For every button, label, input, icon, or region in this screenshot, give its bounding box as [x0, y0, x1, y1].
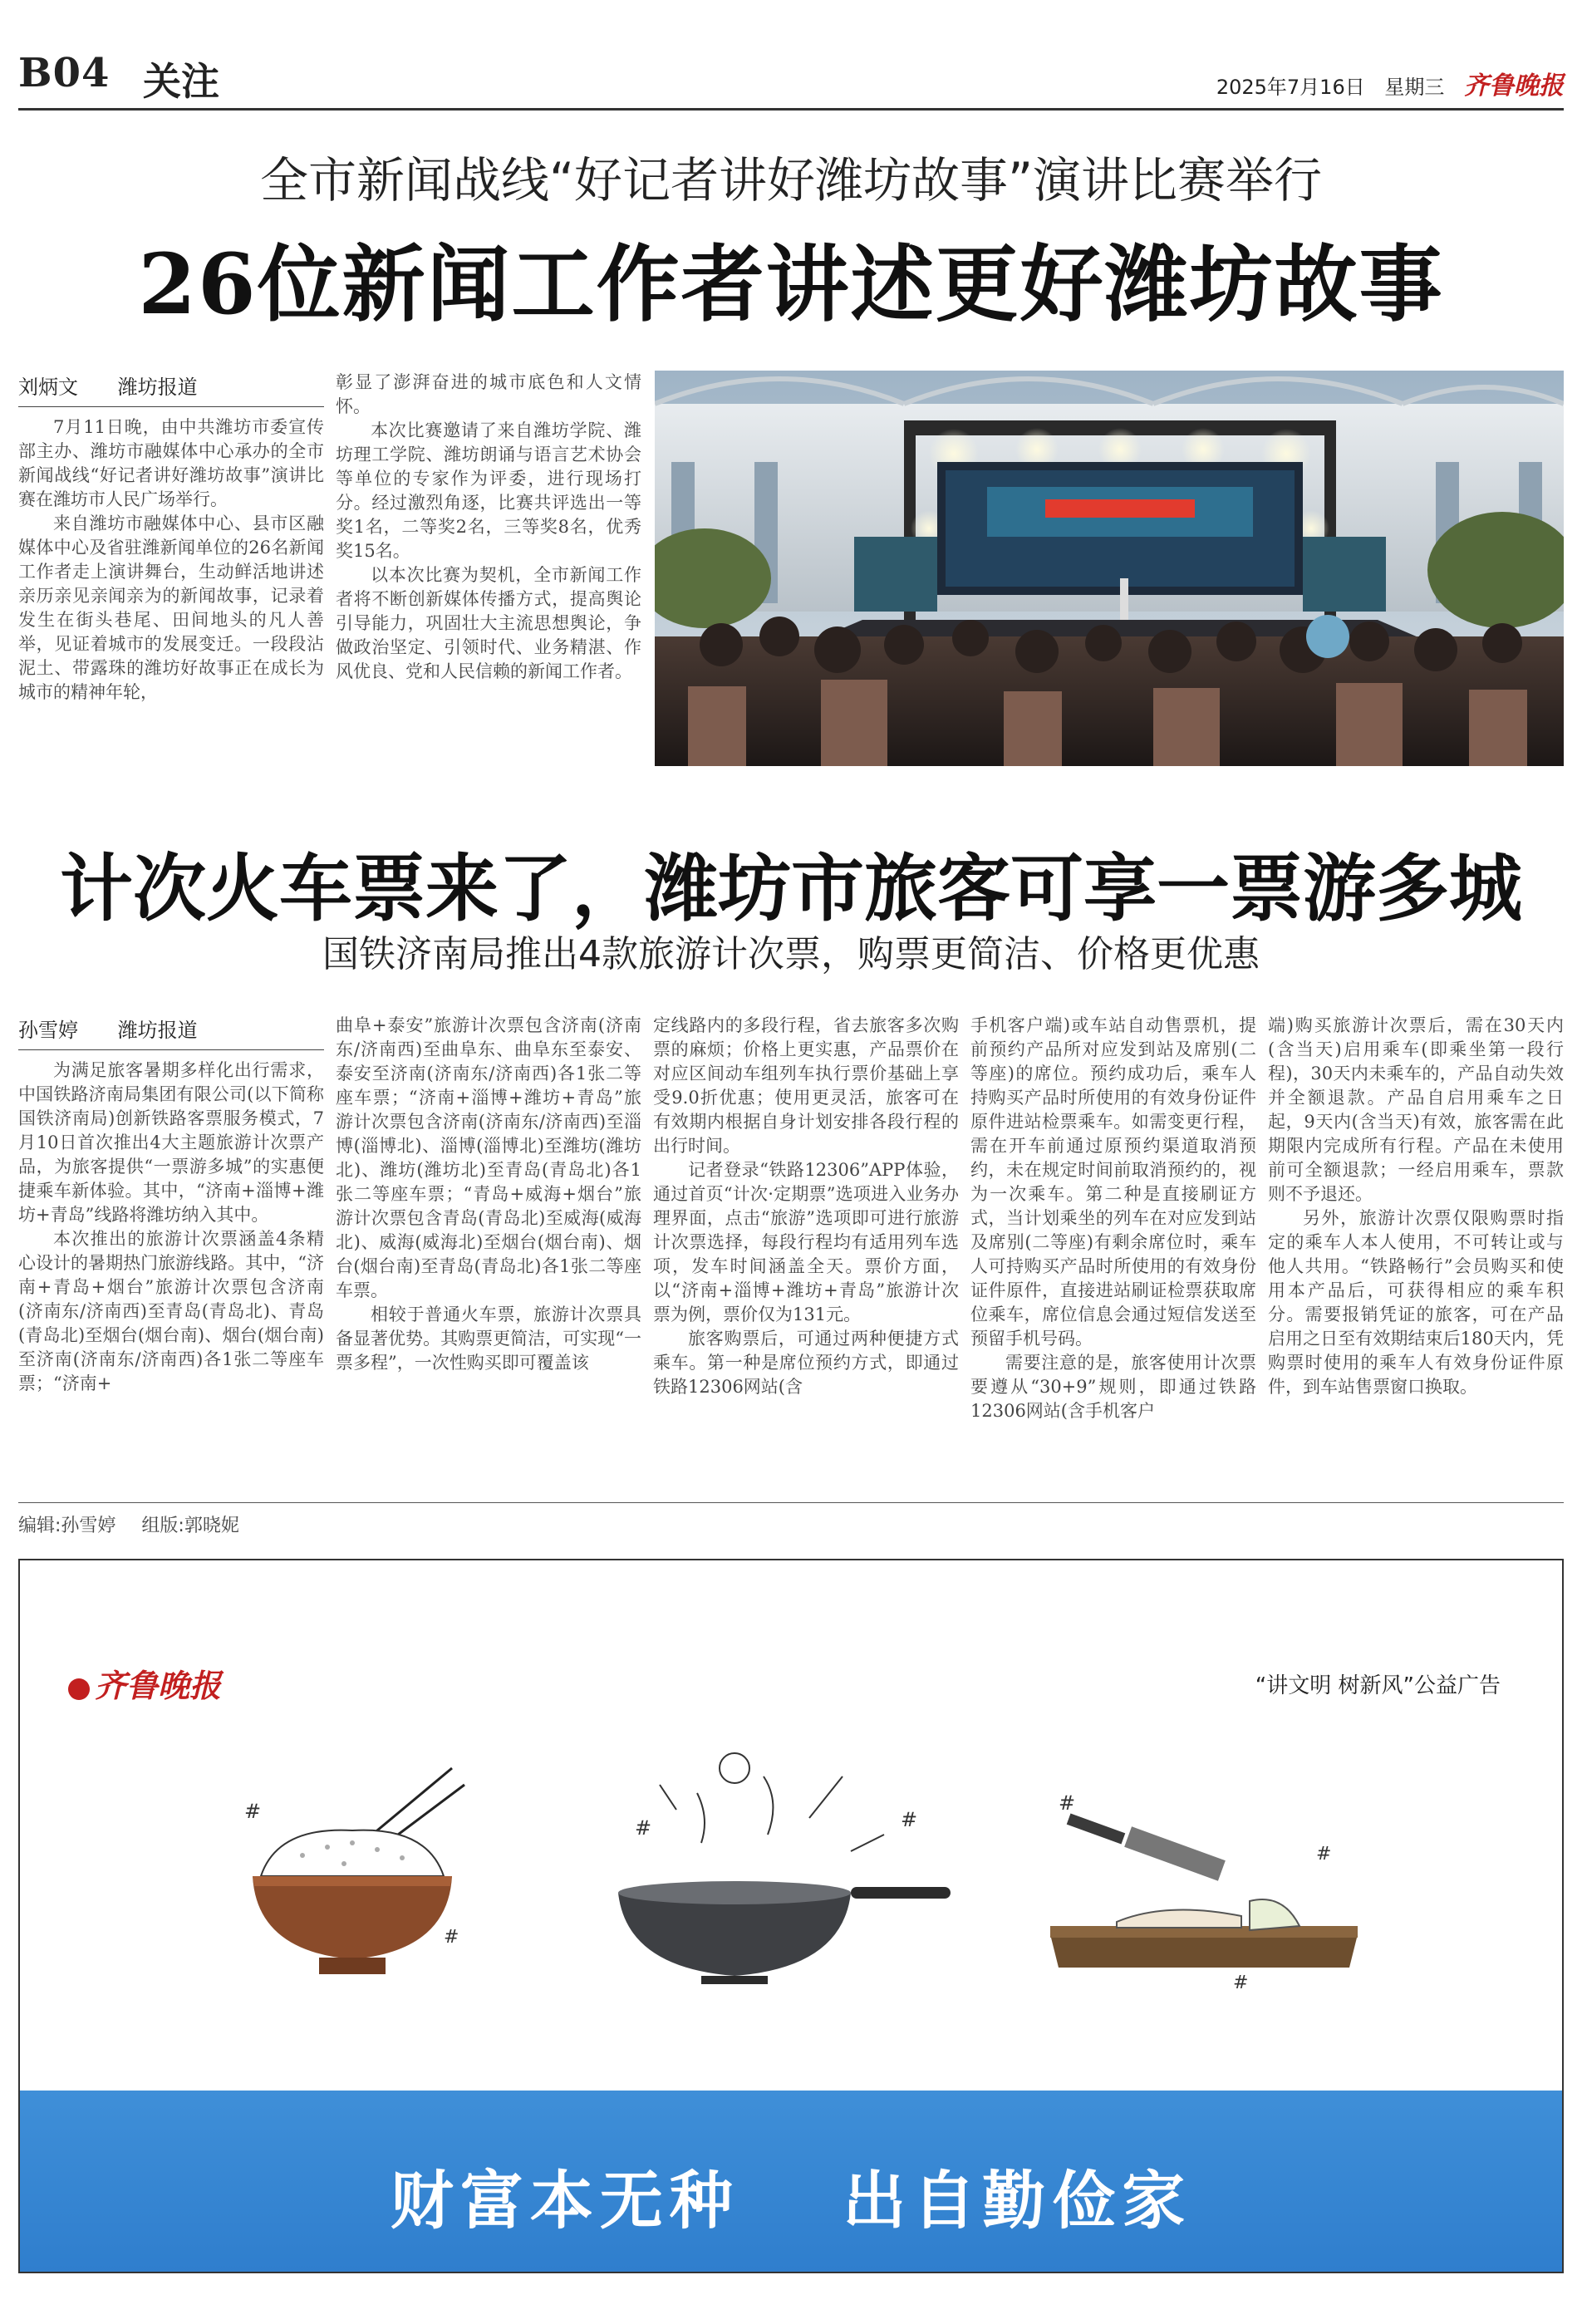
ad-tag: “讲文明 树新风”公益广告	[1255, 1673, 1501, 1698]
article2-paragraph: 另外，旅游计次票仅限购票时指定的乘车人本人使用，不可转让或与他人共用。“铁路畅行”会员购买和使用本产品后，可获得相应的乘车积分。需要报销凭证的旅客，可在产品启用之日至有效期结束后180天内，凭购票时使用的乘车人有效身份证件原件，到车站售票窗口换取。	[1268, 1208, 1564, 1397]
article1-continued-text: 彰显了澎湃奋进的城市底色和人文情怀。	[336, 372, 641, 416]
article2-paragraph: 曲阜+泰安”旅游计次票包含济南(济南东/济南西)至曲阜东、曲阜东至泰安、泰安至济南(济南东/济南西)各1张二等座车票；“济南+淄博+潍坊+青岛”旅游计次票包含济南(济南东/济南西)至淄博(淄博北)、淄博(淄博北)至潍坊(潍坊北)、潍坊(潍坊北)至青岛(青岛北)各1张二等座车票；“青岛+威海+烟台”旅游计次票包含青岛(青岛北)至威海(威海北)、威海(威海北)至烟台(烟台南)、烟台(烟台南)至青岛(青岛北)各1张二等座车票。	[336, 1015, 641, 1300]
cutting-board-icon	[1050, 1776, 1366, 1992]
article1-paragraph: 以本次比赛为契机，全市新闻工作者将不断创新媒体传播方式，提高舆论引导能力，巩固壮大主流思想舆论，争做政治坚定、引领时代、业务精湛、作风优良、党和人民信赖的新闻工作者。	[336, 565, 641, 681]
event-photo	[655, 371, 1564, 766]
article2-paragraph: 旅客购票后，可通过两种便捷方式乘车。第一种是席位预约方式，即通过铁路12306网站(含	[653, 1329, 959, 1397]
article2-title: 计次火车票来了，潍坊市旅客可享一票游多城	[59, 845, 1522, 931]
svg-text:#: #	[1233, 1973, 1249, 1992]
article2-paragraph: 端)购买旅游计次票后，需在30天内(含当天)启用乘车(即乘坐第一段行程)，30天内未乘车的，产品自动失效并全额退款。产品自启用乘车之日起，9天内(含当天)有效，旅客需在此期限内完成所有行程。产品在未使用前可全额退款；一经启用乘车，票款则不予退还。	[1268, 1015, 1564, 1204]
article2-column-3	[653, 1014, 959, 1399]
article2-column-5	[1268, 1014, 1564, 1399]
article2-source: 潍坊报道	[117, 1019, 198, 1042]
article1-author: 刘炳文	[18, 376, 78, 399]
article2-paragraph: 本次推出的旅游计次票涵盖4条精心设计的暑期热门旅游线路。其中，“济南+青岛+烟台”旅游计次票包含济南(济南东/济南西)至青岛(青岛北)、青岛(青岛北)至烟台(烟台南)、烟台(烟台南)至济南(济南东/济南西)各1张二等座车票；“济南+	[18, 1229, 324, 1393]
article2-paragraph: 为满足旅客暑期多样化出行需求，中国铁路济南局集团有限公司(以下简称国铁济南局)创新铁路客票服务模式，7月10日首次推出4大主题旅游计次票产品，为旅客提供“一票游多城”的实惠便捷乘车新体验。其中，“济南+淄博+潍坊+青岛”线路将潍坊纳入其中。	[18, 1060, 324, 1225]
ad-slogan-left: 财富本无种	[390, 2164, 739, 2238]
article2-author: 孙雪婷	[18, 1019, 78, 1042]
article2-column-1	[18, 1059, 324, 1396]
svg-text:#: #	[1316, 1844, 1332, 1865]
issue-weekday: 星期三	[1384, 76, 1445, 99]
article1-byline	[18, 371, 324, 407]
article1-source: 潍坊报道	[117, 376, 198, 399]
article1-paragraph: 本次比赛邀请了来自潍坊学院、潍坊理工学院、潍坊朗诵与语言艺术协会等单位的专家作为评委，进行现场打分。经过激烈角逐，比赛共评选出一等奖1名，二等奖2名，三等奖8名，优秀奖15名。	[336, 420, 641, 561]
svg-text:#: #	[244, 1800, 262, 1823]
svg-text:#: #	[1059, 1791, 1076, 1815]
article2-column-4	[970, 1014, 1256, 1423]
article2-paragraph: 手机客户端)或车站自动售票机，提前预约产品所对应发到站及席别(二等座)的席位。预约成功后，乘车人持购买产品时所使用的有效身份证件原件进站检票乘车。如需变更行程，需在开车前通过原预约渠道取消预约，未在规定时间前取消预约的，视为一次乘车。第二种是直接刷证方式，当计划乘坐的列车在对应发到站及席别(二等座)有剩余席位时，乘车人可持购买产品时所使用的有效身份证件原件，直接进站刷证检票获取席位乘车，席位信息会通过短信发送至预留手机号码。	[970, 1015, 1256, 1349]
logo-emblem-icon	[68, 1678, 90, 1700]
wok-icon	[602, 1727, 967, 2026]
article1-title: 26位新闻工作者讲述更好潍坊故事	[138, 235, 1444, 333]
designer-name: 组版:郭晓妮	[141, 1516, 239, 1536]
dateline	[1203, 65, 1564, 101]
article2-paragraph: 记者登录“铁路12306”APP体验，通过首页“计次·定期票”选项进入业务办理界面，点击“旅游”选项即可进行旅游计次票选择，每段行程均有适用列车选项，发车时间涵盖全天。票价方面，以“济南+淄博+潍坊+青岛”旅游计次票为例，票价仅为131元。	[653, 1160, 959, 1324]
ad-logo-text: 齐鲁晚报	[95, 1667, 222, 1704]
page-header	[18, 33, 1564, 111]
svg-text:#: #	[444, 1927, 459, 1948]
article2-paragraph: 相较于普通火车票，旅游计次票具备显著优势。其购票更简洁，可实现“一票多程”，一次性购买即可覆盖该	[336, 1304, 641, 1373]
page-code: B04	[18, 50, 111, 96]
ad-logo	[68, 1660, 221, 1706]
article2-column-2	[336, 1014, 641, 1375]
ad-slogan-right: 出自勤俭家	[843, 2164, 1192, 2238]
rice-bowl-icon	[228, 1752, 477, 2017]
article1-column-1	[18, 415, 324, 705]
public-service-ad	[18, 1559, 1564, 2273]
article1-paragraph: 7月11日晚，由中共潍坊市委宣传部主办、潍坊市融媒体中心承办的全市新闻战线“好记者讲好潍坊故事”演讲比赛在潍坊市人民广场举行。	[18, 417, 324, 509]
article1-paragraph: 来自潍坊市融媒体中心、县市区融媒体中心及省驻潍新闻单位的26名新闻工作者走上演讲舞台，生动鲜活地讲述亲历亲见亲闻亲为的新闻故事，记录着发生在街头巷尾、田间地头的凡人善举，见证着城市的发展变迁。一段段沾泥土、带露珠的潍坊好故事正在成长为城市的精神年轮，	[18, 513, 324, 702]
article2-byline	[18, 1014, 324, 1050]
article2-subtitle: 国铁济南局推出4款旅游计次票，购票更简洁、价格更优惠	[322, 933, 1260, 975]
article2-paragraph: 需要注意的是，旅客使用计次票要遵从“30+9”规则，即通过铁路12306网站(含手机客户	[970, 1353, 1256, 1421]
section-name: 关注	[143, 59, 219, 104]
article1-subtitle: 全市新闻战线“好记者讲好潍坊故事”演讲比赛举行	[259, 152, 1323, 209]
svg-text:#: #	[901, 1808, 918, 1831]
editor-name: 编辑:孙雪婷	[18, 1516, 116, 1536]
editor-credits	[18, 1502, 1564, 1537]
article2-paragraph: 定线路内的多段行程，省去旅客多次购票的麻烦；价格上更实惠，产品票价在对应区间动车组列车执行票价基础上享受9.0折优惠；使用更灵活，旅客可在有效期内根据自身计划安排各段行程的出行时间。	[653, 1015, 959, 1156]
issue-date: 2025年7月16日	[1216, 76, 1365, 99]
svg-text:#: #	[635, 1816, 652, 1840]
article1-column-2	[336, 371, 641, 684]
ad-slogan	[20, 2150, 1562, 2241]
paper-name: 齐鲁晚报	[1464, 71, 1564, 101]
